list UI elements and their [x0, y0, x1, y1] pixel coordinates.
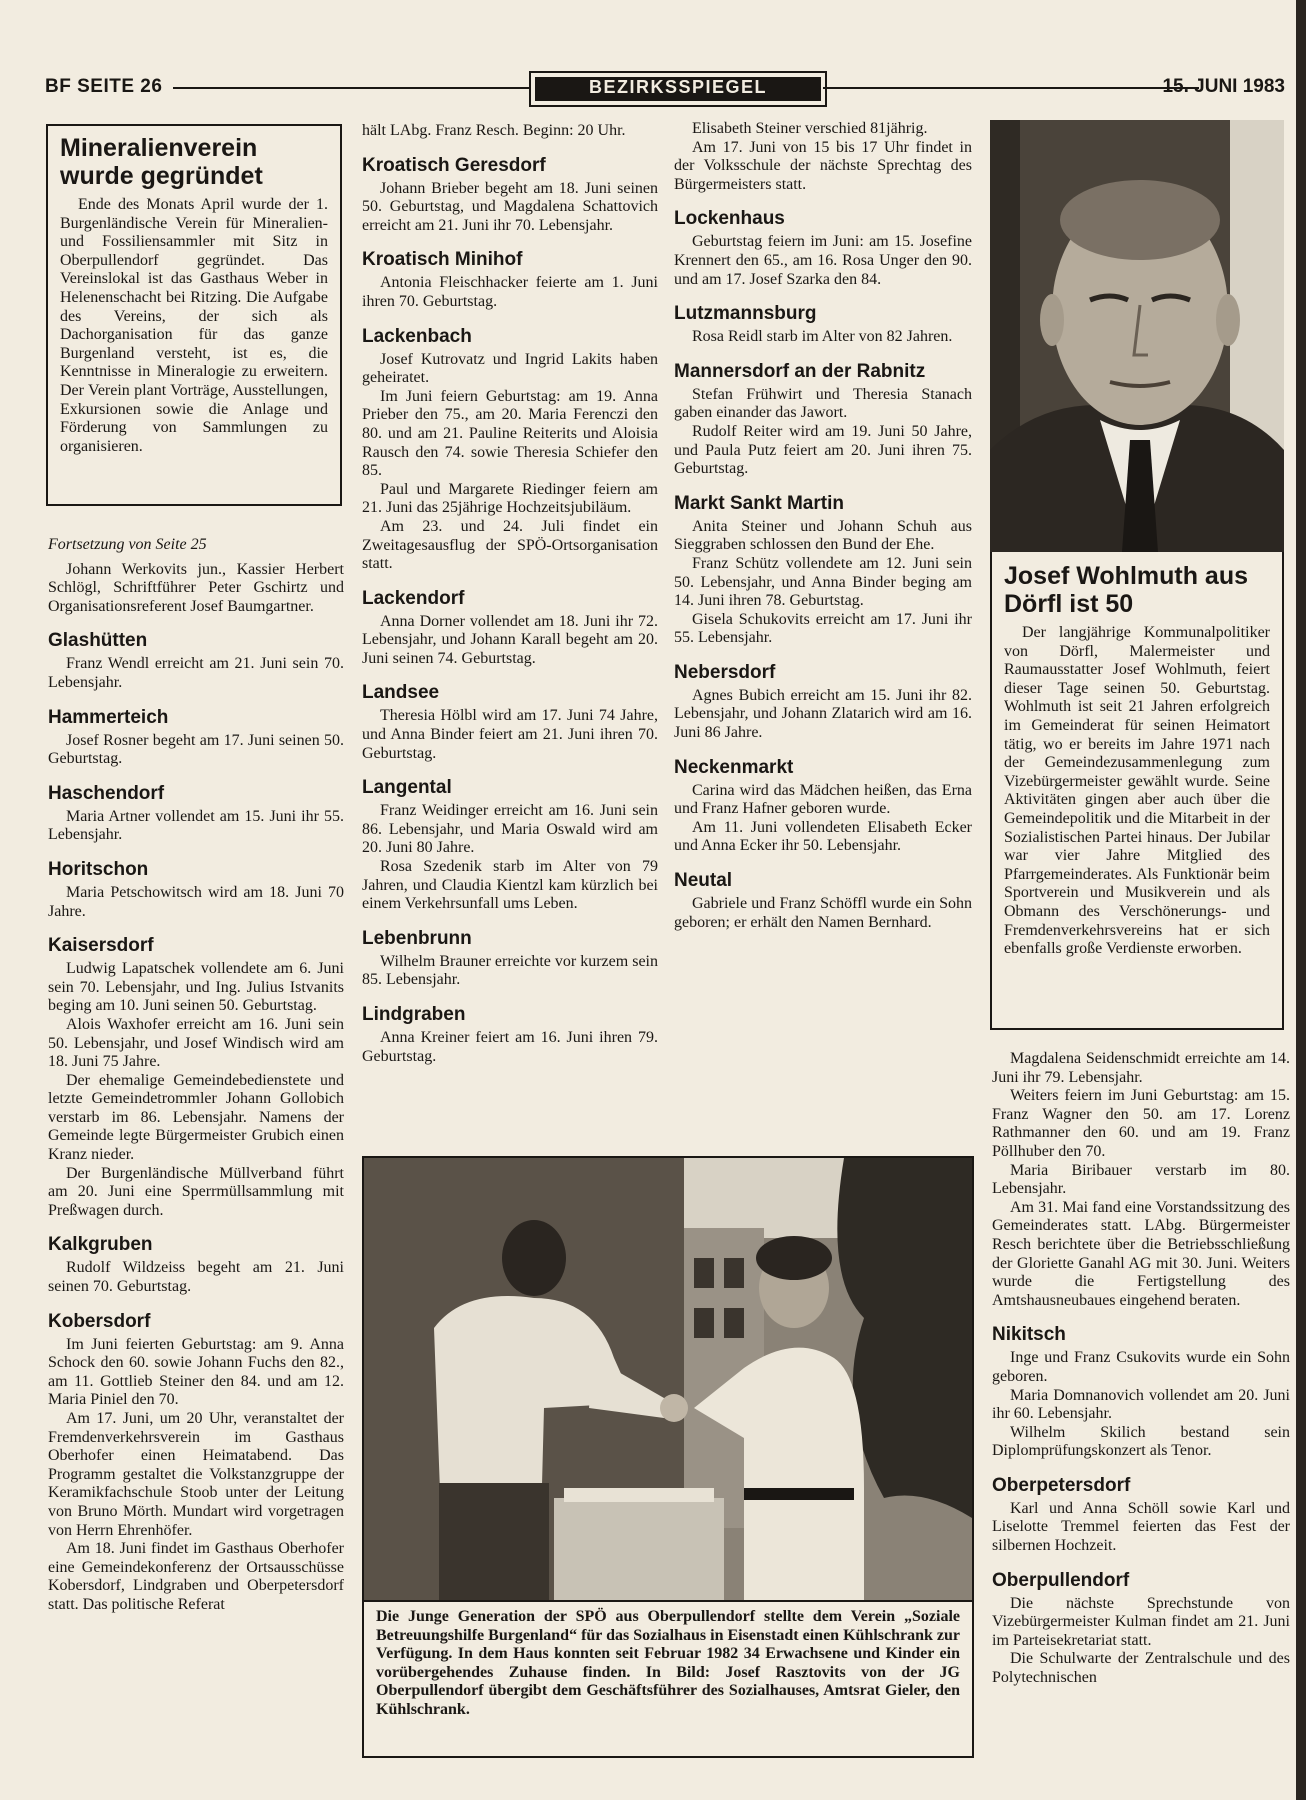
header-rule-left: [173, 87, 529, 89]
paragraph: Im Juni feiern Geburtstag: am 19. Anna Prieber den 75., am 20. Maria Ferenczi den 80. und am 21. Pauline Reiterits und Aloisia Rausch den 74. sowie Theresia Schiefer den 85.: [362, 387, 658, 480]
town-heading: Kalkgruben: [48, 1234, 153, 1256]
photo-caption: Die Junge Generation der SPÖ aus Oberpullendorf stellte dem Verein „Soziale Betreuungshilfe Burgenland“ für das Sozialhaus in Eisenstadt einen Kühlschrank zur Verfügung. In dem Haus konnten seit Februar 1982 34 Erwachsene und Kinder ein vorübergehendes Zuhause finden. In Bild: Josef Rasztovits von der JG Oberpullendorf übergibt dem Geschäftsführer des Sozialhauses, Amtsrat Gieler, den Kühlschrank.: [362, 1602, 974, 1758]
town-heading: Lebenbrunn: [362, 927, 472, 949]
paragraph: Elisabeth Steiner verschied 81jährig.: [692, 120, 928, 137]
section-badge: [529, 71, 827, 107]
town-heading: Kroatisch Minihof: [362, 249, 523, 271]
paragraph: Am 31. Mai fand eine Vorstandssitzung des Gemeinderates statt. LAbg. Bürgermeister Resch berichtete über die Betriebsschließung der Gloriette Ganahl AG mit 30. Juni. Weiters wurde die Fertigstellung des Amtshausneubaues eingehend beraten.: [992, 1198, 1290, 1309]
header-rule-right: [823, 87, 1199, 89]
town-heading: Lackendorf: [362, 587, 465, 609]
column-1: [48, 536, 344, 1615]
paragraph: Am 23. und 24. Juli findet ein Zweitagesausflug der SPÖ-Ortsorganisation statt.: [362, 517, 658, 573]
paragraph: Der ehemalige Gemeindebedienstete und letzte Gemeindetrommler Johann Gollobich verstarb im 86. Lebensjahr. Namens der Gemeinde legte Bürgermeister Grubich einen Kranz nieder.: [48, 1071, 344, 1164]
group-photo-illustration: [364, 1158, 972, 1600]
town-heading: Haschendorf: [48, 782, 165, 804]
paragraph: Wilhelm Skilich bestand sein Diplomprüfungskonzert als Tenor.: [992, 1423, 1290, 1460]
paragraph: Franz Schütz vollendete am 12. Juni sein 50. Lebensjahr, und Anna Binder beging am 14. Juni ihren 78. Geburtstag.: [674, 554, 972, 610]
group-photo: [362, 1156, 974, 1602]
paragraph: Inge und Franz Csukovits wurde ein Sohn geboren.: [992, 1349, 1290, 1385]
paragraph: Maria Biribauer verstarb im 80. Lebensjahr.: [992, 1161, 1290, 1198]
town-heading: Kroatisch Geresdorf: [362, 154, 546, 176]
paragraph: Ludwig Lapatschek vollendete am 6. Juni sein 70. Lebensjahr, und Ing. Julius Istvanits beging am 10. Juni seinen 50. Geburtstag.: [48, 960, 344, 1015]
paragraph: Maria Artner vollendet am 15. Juni ihr 55. Lebensjahr.: [48, 807, 344, 844]
paragraph: Rosa Szedenik starb im Alter von 79 Jahren, und Claudia Kientzl kam kürzlich bei einem Verkehrsunfall ums Leben.: [362, 858, 658, 913]
paragraph: Anna Dorner vollendet am 18. Juni ihr 72. Lebensjahr, und Johann Karall begeht am 20. Juni seinen 74. Geburtstag.: [362, 612, 658, 667]
town-heading: Oberpetersdorf: [992, 1474, 1131, 1496]
town-heading: Markt Sankt Martin: [674, 492, 844, 514]
town-heading: Nebersdorf: [674, 661, 776, 683]
column-2: [362, 122, 658, 1066]
paragraph: Magdalena Seidenschmidt erreichte am 14. Juni ihr 79. Lebensjahr.: [992, 1050, 1290, 1086]
paragraph: Gabriele und Franz Schöffl wurde ein Sohn geboren; er erhält den Namen Bernhard.: [674, 895, 972, 931]
paragraph: Johann Werkovits jun., Kassier Herbert Schlögl, Schriftführer Peter Gschirtz und Organisationsreferent Josef Baumgartner.: [48, 560, 344, 615]
paragraph: Weiters feiern im Juni Geburtstag: am 15. Franz Wagner den 50. am 17. Lorenz Rathmanner den 60. und am 19. Franz Pöllhuber den 70.: [992, 1087, 1290, 1160]
article-box-wohlmuth: [990, 552, 1284, 1030]
paragraph: Josef Kutrovatz und Ingrid Lakits haben geheiratet.: [362, 350, 658, 387]
portrait-photo-illustration: [990, 120, 1284, 552]
paragraph: Am 18. Juni findet im Gasthaus Oberhofer eine Gemeindekonferenz der Ortsausschüsse Kobersdorf, Lindgraben und Oberpetersdorf statt. Das politische Referat: [48, 1540, 344, 1613]
paragraph: hält LAbg. Franz Resch. Beginn: 20 Uhr.: [362, 122, 626, 139]
article-text: Ende des Monats April wurde der 1. Burgenländische Verein für Mineralien- und Fossiliensammler mit Sitz in Oberpullendorf gegründet. Das Vereinslokal ist das Gasthaus Weber in Helenenschacht bei Ritzing. Die Aufgabe des Vereins, der sich als Dachorganisation für das ganze Burgenland versteht, ist es, die Kenntnisse in Mineralogie zu erweitern. Der Verein plant Vorträge, Ausstellungen, Exkursionen sowie die Anlage und Förderung von Sammlungen zu organisieren.: [60, 196, 328, 455]
paragraph: Paul und Margarete Riedinger feiern am 21. Juni das 25jährige Hochzeitsjubiläum.: [362, 480, 658, 517]
paragraph: Alois Waxhofer erreicht am 16. Juni sein 50. Lebensjahr, und Josef Windisch wird am 18. Juni 75 Jahre.: [48, 1015, 344, 1071]
page-edge: [1296, 0, 1306, 1800]
paragraph: Anna Kreiner feiert am 16. Juni ihren 79. Geburtstag.: [362, 1029, 658, 1065]
continuation-note: Fortsetzung von Seite 25: [48, 536, 207, 553]
paragraph: Josef Rosner begeht am 17. Juni seinen 50. Geburtstag.: [48, 731, 344, 768]
town-heading: Lockenhaus: [674, 208, 785, 230]
town-heading: Langental: [362, 777, 452, 799]
paragraph: Agnes Bubich erreicht am 15. Juni ihr 82. Lebensjahr, und Johann Zlatarich wird am 16. Juni 86 Jahre.: [674, 686, 972, 742]
issue-date: 15. JUNI 1983: [1162, 76, 1285, 97]
article-title: Josef Wohlmuth aus Dörfl ist 50: [1004, 562, 1249, 618]
paragraph: Johann Brieber begeht am 18. Juni seinen 50. Geburtstag, und Magdalena Schattovich erreicht am 21. Juni ihr 70. Lebensjahr.: [362, 179, 658, 234]
paragraph: Karl und Anna Schöll sowie Karl und Liselotte Tremmel feierten das Fest der silbernen Hochzeit.: [992, 1499, 1290, 1555]
column-3: [674, 120, 972, 932]
town-heading: Mannersdorf an der Rabnitz: [674, 360, 926, 382]
town-heading: Horitschon: [48, 858, 149, 880]
town-heading: Neckenmarkt: [674, 756, 794, 778]
town-heading: Lindgraben: [362, 1004, 466, 1025]
paragraph: Am 11. Juni vollendeten Elisabeth Ecker und Anna Ecker ihr 50. Lebensjahr.: [674, 818, 972, 855]
page-number: BF SEITE 26: [45, 76, 163, 97]
town-heading: Kobersdorf: [48, 1310, 151, 1332]
article-box-mineralienverein: [46, 124, 342, 506]
page-header: [45, 76, 1285, 100]
paragraph: Maria Petschowitsch wird am 18. Juni 70 Jahre.: [48, 883, 344, 920]
paragraph: Im Juni feierten Geburtstag: am 9. Anna Schock den 60. sowie Johann Fuchs den 82., am 11. Gottlieb Steiner den 84. und am 12. Maria Piniel den 70.: [48, 1335, 344, 1409]
town-heading: Hammerteich: [48, 706, 169, 728]
paragraph: Die nächste Sprechstunde von Vizebürgermeister Kulman findet am 21. Juni im Parteisekretariat statt.: [992, 1594, 1290, 1649]
paragraph: Carina wird das Mädchen heißen, das Erna und Franz Hafner geboren wurde.: [674, 781, 972, 818]
town-heading: Landsee: [362, 682, 440, 704]
paragraph: Anita Steiner und Johann Schuh aus Sieggraben schlossen den Bund der Ehe.: [674, 517, 972, 554]
town-heading: Neutal: [674, 870, 733, 892]
article-text: Der langjährige Kommunalpolitiker von Dörfl, Malermeister und Raumausstatter Josef Wohlmuth, feiert dieser Tage seinen 50. Geburtstag. Wohlmuth ist seit 21 Jahren erfolgreich im Gemeinderat für seinen Heimatort tätig, wo er bereits im Jahre 1971 nach der Gemeindezusammenlegung zum Vizebürgermeister gewählt wurde. Seine Aktivitäten gingen aber auch über die Gemeindepolitik und die Mitarbeit in der Sozialistischen Partei hinaus. Der Jubilar war vier Jahre Mitglied des Pfarrgemeinderates. Als Funktionär beim Sportverein und Musikverein und als Obmann des Verschönerungs- und Fremdenverkehrsvereins hat er sich ebenfalls große Verdienste erworben.: [1004, 624, 1270, 958]
paragraph: Am 17. Juni von 15 bis 17 Uhr findet in der Volksschule der nächste Sprechtag des Bürgermeisters statt.: [674, 138, 972, 193]
paragraph: Antonia Fleischhacker feierte am 1. Juni ihren 70. Geburtstag.: [362, 274, 658, 310]
paragraph: Am 17. Juni, um 20 Uhr, veranstaltet der Fremdenverkehrsverein im Gasthaus Oberhofer einen Heimatabend. Das Programm gestaltet die Volkstanzgruppe der Keramikfachschule Stoob unter der Leitung von Bruno Mörth. Mundart wird vorgetragen von Herrn Ehrenhöfer.: [48, 1410, 344, 1539]
paragraph: Die Schulwarte der Zentralschule und des Polytechnischen: [992, 1650, 1290, 1687]
paragraph: Der Burgenländische Müllverband führt am 20. Juni eine Sperrmüllsammlung mit Preßwagen durch.: [48, 1164, 344, 1219]
column-4: [992, 1050, 1290, 1688]
paragraph: Rudolf Wildzeiss begeht am 21. Juni seinen 70. Geburtstag.: [48, 1259, 344, 1296]
paragraph: Stefan Frühwirt und Theresia Stanach gaben einander das Jawort.: [674, 385, 972, 422]
paragraph: Rosa Reidl starb im Alter von 82 Jahren.: [692, 328, 953, 346]
town-heading: Lackenbach: [362, 325, 472, 347]
portrait-photo: [990, 120, 1284, 552]
town-heading: Oberpullendorf: [992, 1569, 1130, 1591]
paragraph: Gisela Schukovits erreicht am 17. Juni ihr 55. Lebensjahr.: [674, 610, 972, 647]
town-heading: Kaisersdorf: [48, 935, 154, 957]
paragraph: Franz Weidinger erreicht am 16. Juni sein 86. Lebensjahr, und Maria Oswald wird am 20. Juni 80 Jahre.: [362, 802, 658, 857]
paragraph: Theresia Hölbl wird am 17. Juni 74 Jahre, und Anna Binder feiert am 21. Juni ihren 70. Geburtstag.: [362, 707, 658, 762]
section-title: BEZIRKSSPIEGEL: [535, 77, 821, 101]
town-heading: Lutzmannsburg: [674, 303, 817, 325]
paragraph: Maria Domnanovich vollendet am 20. Juni ihr 60. Lebensjahr.: [992, 1386, 1290, 1423]
paragraph: Rudolf Reiter wird am 19. Juni 50 Jahre, und Paula Putz feiert am 20. Juni ihren 75. Geburtstag.: [674, 422, 972, 478]
paragraph: Franz Wendl erreicht am 21. Juni sein 70. Lebensjahr.: [48, 655, 344, 691]
article-title: Mineralienverein wurde gegründet: [60, 134, 263, 190]
paragraph: Geburtstag feiern im Juni: am 15. Josefine Krennert den 65., am 16. Rosa Unger den 90. und am 17. Josef Szarka den 84.: [674, 233, 972, 288]
town-heading: Nikitsch: [992, 1324, 1066, 1346]
town-heading: Glashütten: [48, 630, 148, 652]
paragraph: Wilhelm Brauner erreichte vor kurzem sein 85. Lebensjahr.: [362, 952, 658, 989]
